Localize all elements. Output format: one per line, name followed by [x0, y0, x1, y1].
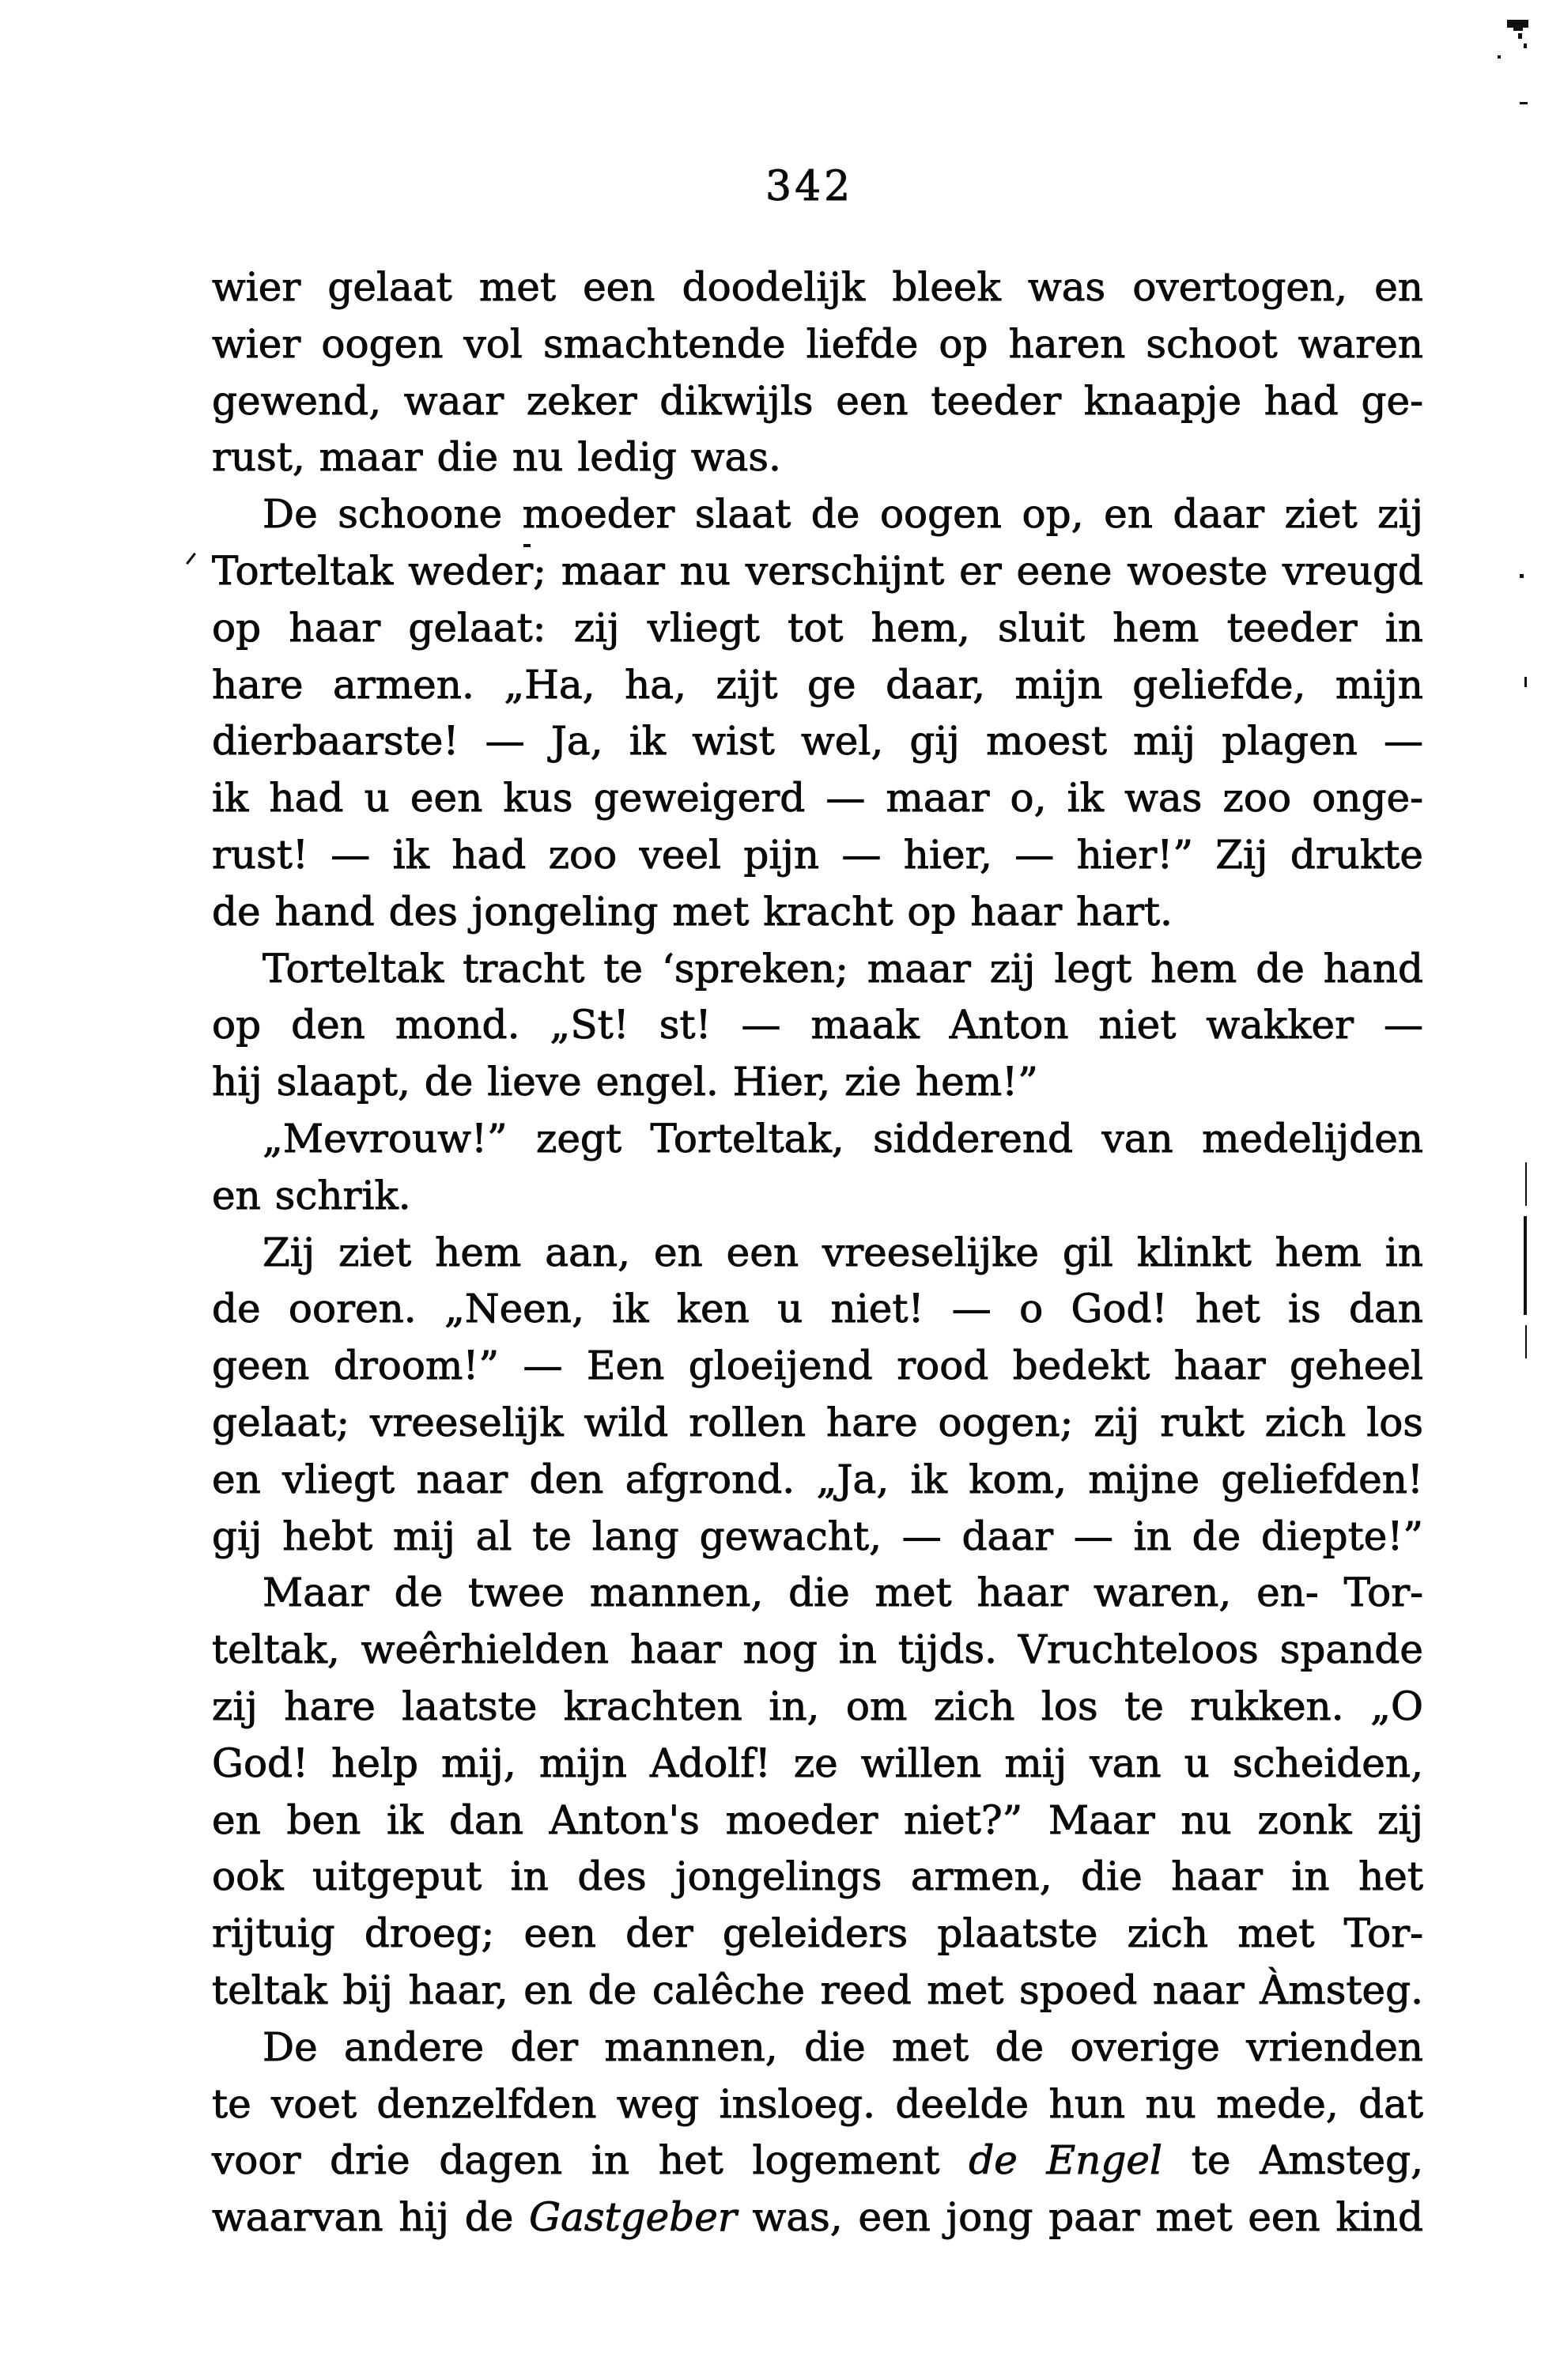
- text-segment: gij hebt mij al te lang gewacht, — daar — in de diepte!”: [212, 1513, 1423, 1559]
- text-line: [212, 1679, 1423, 1736]
- text-line: [212, 1225, 1423, 1282]
- text-segment: de hand des jongeling met kracht op haar hart.: [212, 888, 1173, 935]
- text-line: [212, 2189, 1423, 2246]
- text-line: [212, 1906, 1423, 1963]
- scan-artifact-edge-line: [1525, 1325, 1527, 1358]
- text-line: [212, 1793, 1423, 1849]
- text-line: [212, 429, 1423, 486]
- text-segment: was, een jong paar met een kind: [736, 2194, 1423, 2241]
- text-line: [212, 2133, 1423, 2189]
- text-line: [212, 1565, 1423, 1622]
- text-segment: Torteltak tracht te ‘spreken; maar zij legt hem de hand: [263, 945, 1423, 992]
- scan-artifact-speck: [1520, 102, 1528, 104]
- italic-text-segment: Gastgeber: [529, 2194, 737, 2241]
- text-segment: op haar gelaat: zij vliegt tot hem, sluit hem teeder in: [212, 604, 1423, 651]
- scan-artifact-speck: [1524, 43, 1527, 48]
- text-segment: te Amsteg,: [1162, 2137, 1423, 2184]
- text-segment: dierbaarste! — Ja, ik wist wel, gij moest mij plagen —: [212, 718, 1423, 765]
- text-line: [212, 1054, 1423, 1111]
- text-line: [212, 1338, 1423, 1395]
- text-line: [212, 600, 1423, 657]
- text-segment: Torteltak weder; maar nu verschijnt er eene woeste vreugd: [212, 547, 1423, 594]
- text-segment: Zij ziet hem aan, en een vreeselijke gil klinkt hem in: [263, 1229, 1423, 1275]
- text-segment: ook uitgeput in des jongelings armen, die haar in het: [212, 1853, 1423, 1900]
- text-line: [212, 1452, 1423, 1509]
- text-segment: te voet denzelfden weg insloeg. deelde hun nu mede, dat: [212, 2080, 1423, 2127]
- text-line: [212, 543, 1423, 600]
- text-line: [212, 373, 1423, 430]
- text-line: [212, 770, 1423, 827]
- text-line: [212, 486, 1423, 543]
- text-segment: de ooren. „Neen, ik ken u niet! — o God! het is dan: [212, 1286, 1423, 1332]
- scan-artifact-edge-line: [1524, 1216, 1527, 1315]
- text-segment: hij slaapt, de lieve engel. Hier, zie hem!”: [212, 1059, 1038, 1105]
- scan-artifact-corner-blob: [1518, 33, 1522, 39]
- scan-artifact-tick: [186, 553, 196, 565]
- text-line: [212, 1963, 1423, 2019]
- text-line: [212, 1736, 1423, 1793]
- text-line: [212, 316, 1423, 373]
- text-segment: wier gelaat met een doodelijk bleek was overtogen, en: [212, 264, 1423, 310]
- text-segment: hare armen. „Ha, ha, zijt ge daar, mijn geliefde, mijn: [212, 661, 1423, 708]
- scan-artifact-edge-line: [1525, 1162, 1527, 1206]
- scan-artifact-corner-blob: [1513, 26, 1523, 31]
- text-line: [212, 2076, 1423, 2133]
- text-segment: teltak bij haar, en de calêche reed met spoed naar Àmsteg.: [212, 1966, 1423, 2013]
- text-segment: en schrik.: [212, 1172, 411, 1218]
- text-segment: waarvan hij de: [212, 2194, 530, 2241]
- text-line: [212, 259, 1423, 316]
- text-segment: Maar de twee mannen, die met haar waren, en- Tor-: [263, 1570, 1423, 1616]
- scan-artifact-speck: [1520, 574, 1524, 578]
- text-segment: God! help mij, mijn Adolf! ze willen mij van u scheiden,: [212, 1740, 1423, 1786]
- text-line: [212, 997, 1423, 1054]
- text-segment: ik had u een kus geweigerd — maar o, ik was zoo onge-: [212, 775, 1423, 822]
- text-line: [212, 941, 1423, 998]
- text-segment: zij hare laatste krachten in, om zich los te rukken. „O: [212, 1683, 1423, 1729]
- text-line: [212, 713, 1423, 770]
- page-number: 342: [765, 163, 854, 210]
- text-segment: rijtuig droeg; een der geleiders plaatste zich met Tor-: [212, 1910, 1423, 1957]
- text-segment: gelaat; vreeselijk wild rollen hare oogen; zij rukt zich los: [212, 1399, 1423, 1445]
- text-line: [212, 1395, 1423, 1452]
- page-text: [212, 259, 1423, 2246]
- scan-artifact-speck: [523, 544, 531, 547]
- text-line: [212, 1281, 1423, 1338]
- text-segment: geen droom!” — Een gloeijend rood bedekt haar geheel: [212, 1343, 1423, 1389]
- text-segment: teltak, weêrhielden haar nog in tijds. Vruchteloos spande: [212, 1626, 1423, 1673]
- scan-artifact-speck: [1498, 55, 1501, 59]
- text-line: [212, 1111, 1423, 1168]
- text-segment: De andere der mannen, die met de overige vrienden: [263, 2023, 1423, 2070]
- text-segment: en vliegt naar den afgrond. „Ja, ik kom, mijne geliefden!: [212, 1456, 1423, 1502]
- text-line: [212, 2019, 1423, 2076]
- text-line: [212, 1622, 1423, 1679]
- text-line: [212, 884, 1423, 941]
- text-segment: op den mond. „St! st! — maak Anton niet wakker —: [212, 1002, 1423, 1048]
- text-line: [212, 1509, 1423, 1566]
- italic-text-segment: de Engel: [969, 2137, 1162, 2184]
- text-line: [212, 1849, 1423, 1906]
- text-segment: De schoone moeder slaat de oogen op, en daar ziet zij: [263, 491, 1423, 538]
- text-segment: voor drie dagen in het logement: [212, 2137, 969, 2184]
- text-segment: en ben ik dan Anton's moeder niet?” Maar nu zonk zij: [212, 1796, 1423, 1843]
- text-segment: rust! — ik had zoo veel pijn — hier, — hier!” Zij drukte: [212, 831, 1423, 878]
- text-line: [212, 827, 1423, 884]
- scan-artifact-speck: [1524, 677, 1527, 687]
- text-segment: rust, maar die nu ledig was.: [212, 434, 781, 481]
- text-segment: „Mevrouw!” zegt Torteltak, sidderend van medelijden: [263, 1115, 1423, 1162]
- text-segment: wier oogen vol smachtende liefde op haren schoot waren: [212, 320, 1423, 367]
- text-line: [212, 657, 1423, 714]
- text-line: [212, 1168, 1423, 1225]
- text-segment: gewend, waar zeker dikwijls een teeder knaapje had ge-: [212, 377, 1423, 424]
